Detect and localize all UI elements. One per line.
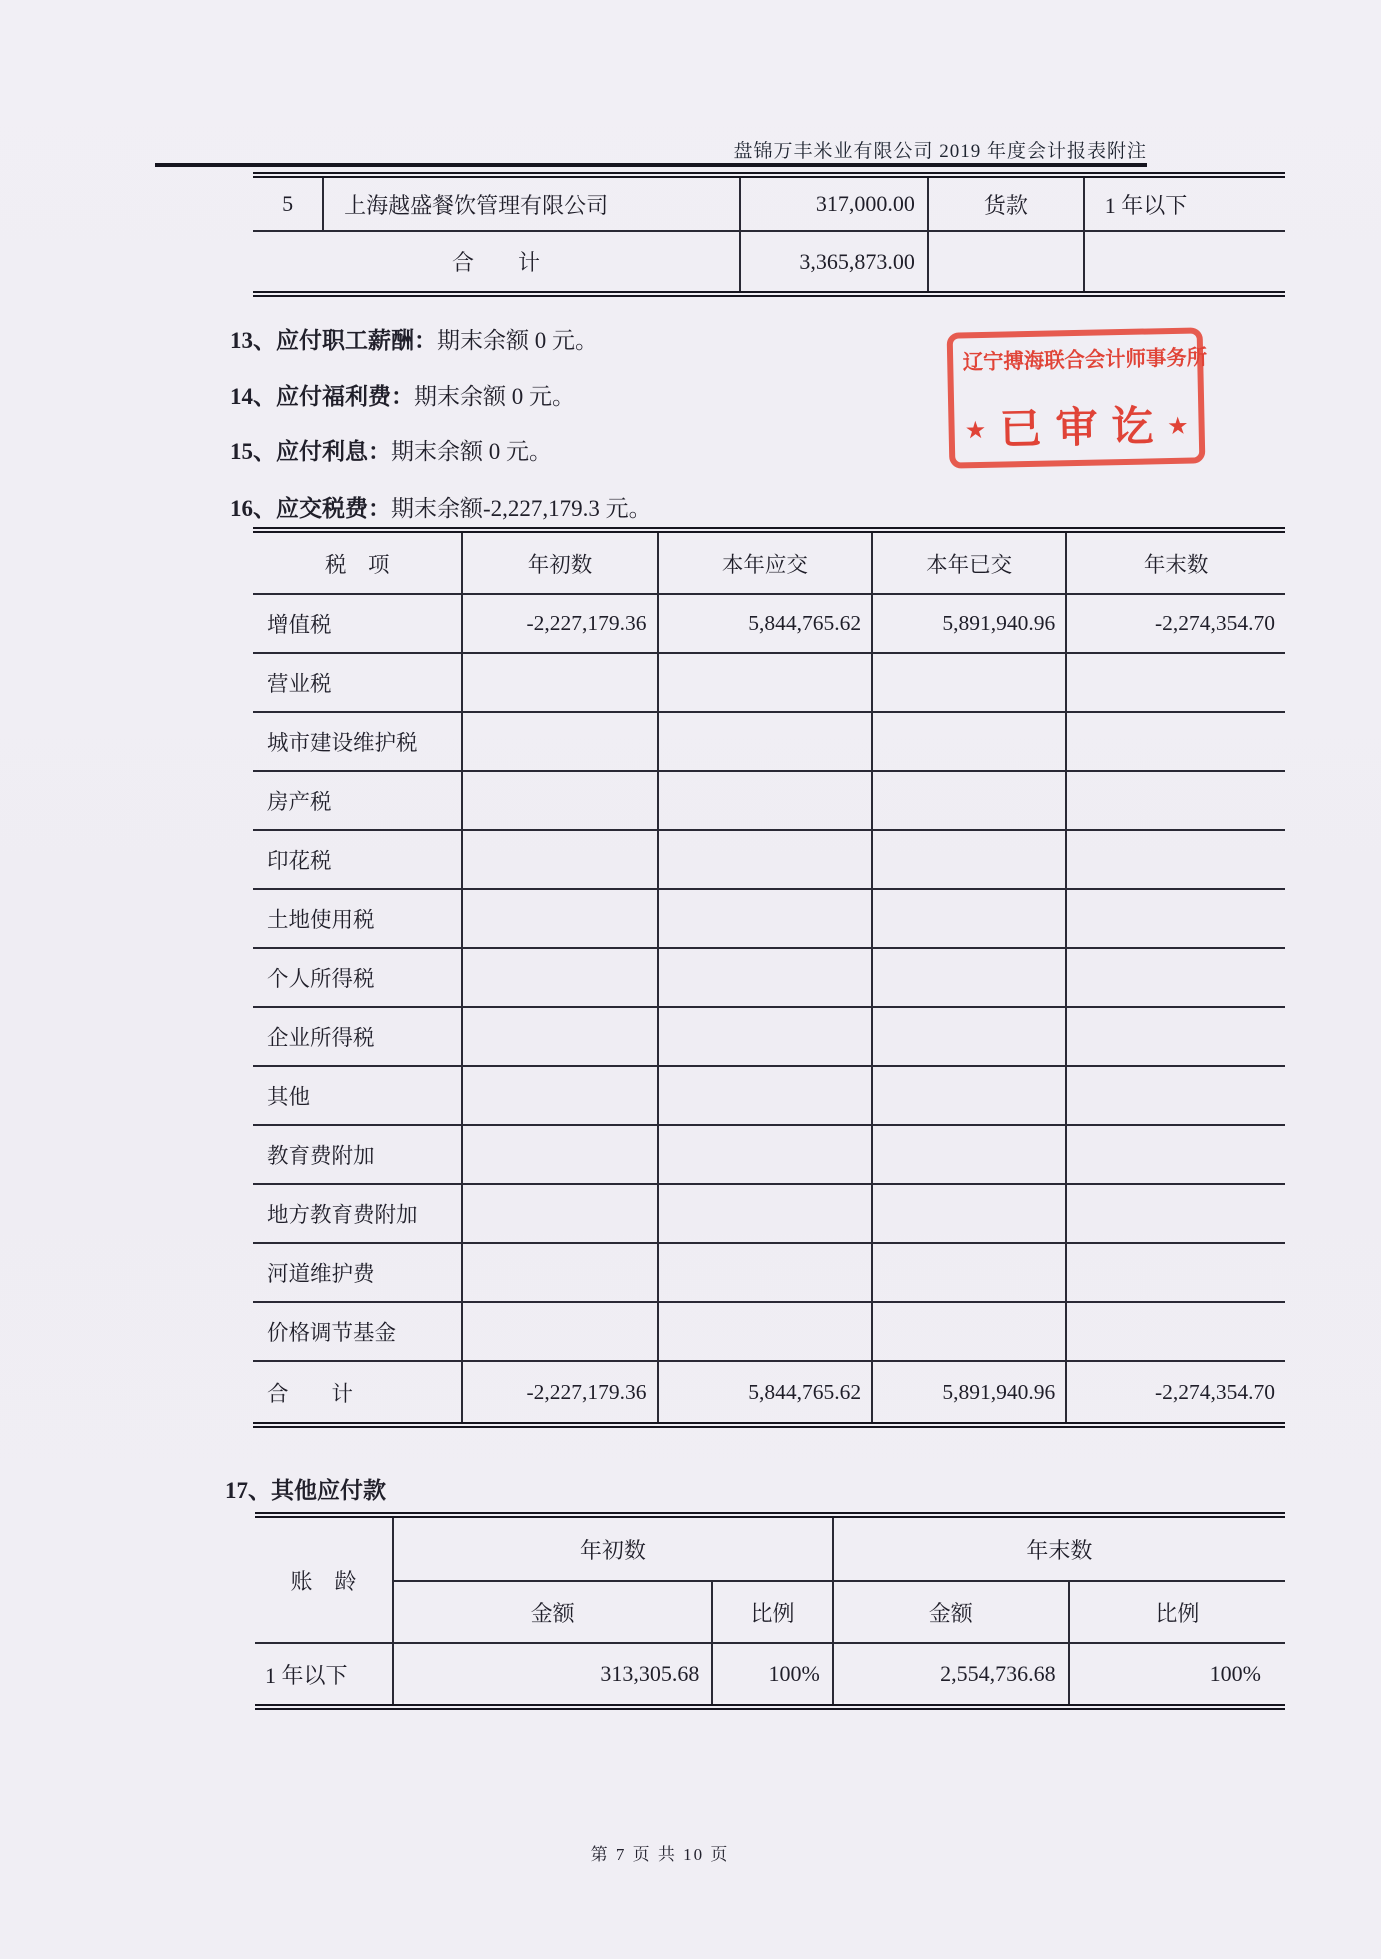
header-cell: 税 项 xyxy=(253,530,462,594)
item-text: 期末余额 0 元。 xyxy=(414,384,575,409)
tax-accrued-cell xyxy=(658,653,873,712)
item-number: 13、 xyxy=(230,328,276,353)
group-header-row xyxy=(255,1515,1285,1581)
item-text: 期末余额 0 元。 xyxy=(391,439,552,464)
table-row xyxy=(253,712,1285,771)
aging-cell: 1 年以下 xyxy=(265,1662,348,1688)
tax-begin-cell xyxy=(462,712,657,771)
star-icon: ★ xyxy=(1166,413,1189,441)
table-row xyxy=(253,1007,1285,1066)
table-row xyxy=(253,1302,1285,1361)
tax-accrued-cell xyxy=(658,1184,873,1243)
total-amount-cell: 3,365,873.00 xyxy=(740,231,928,294)
empty-cell xyxy=(928,231,1084,294)
section-number: 17、 xyxy=(225,1478,271,1503)
tax-table-body xyxy=(253,530,1285,1425)
tax-name-cell: 河道维护费 xyxy=(253,1243,462,1302)
audit-stamp xyxy=(947,327,1206,468)
note-item-16 xyxy=(230,494,652,524)
tax-end-cell xyxy=(1066,948,1285,1007)
tax-end-cell xyxy=(1066,889,1285,948)
section-17-title xyxy=(225,1472,386,1505)
tax-end-cell xyxy=(1066,712,1285,771)
tax-accrued-cell xyxy=(658,1007,873,1066)
tax-paid-cell xyxy=(872,948,1066,1007)
table-row xyxy=(253,889,1285,948)
tax-name-cell: 增值税 xyxy=(253,594,462,653)
table-row xyxy=(253,1184,1285,1243)
tax-paid-cell xyxy=(872,1125,1066,1184)
end-group-header: 年末数 xyxy=(833,1515,1285,1581)
tax-total-row xyxy=(253,1361,1285,1425)
tax-end-cell xyxy=(1066,1007,1285,1066)
star-icon: ★ xyxy=(964,417,987,445)
table-row xyxy=(255,1643,1285,1707)
note-item-15 xyxy=(230,437,552,467)
end-amount-cell: 2,554,736.68 xyxy=(833,1643,1069,1707)
tax-begin-cell: -2,227,179.36 xyxy=(462,594,657,653)
tax-paid-cell xyxy=(872,1066,1066,1125)
item-label: 应付利息： xyxy=(276,439,391,464)
sub-header-cell: 金额 xyxy=(393,1581,712,1643)
tax-name-cell: 企业所得税 xyxy=(253,1007,462,1066)
total-accrued-cell: 5,844,765.62 xyxy=(658,1361,873,1425)
page-header-title: 盘锦万丰米业有限公司 2019 年度会计报表附注 xyxy=(733,141,1147,162)
table-row xyxy=(253,830,1285,889)
tax-accrued-cell xyxy=(658,1302,873,1361)
tax-begin-cell xyxy=(462,889,657,948)
tax-begin-cell xyxy=(462,1066,657,1125)
tax-begin-cell xyxy=(462,1302,657,1361)
tax-paid-cell xyxy=(872,653,1066,712)
table-row xyxy=(253,594,1285,653)
tax-end-cell xyxy=(1066,1184,1285,1243)
item-text: 期末余额 0 元。 xyxy=(437,328,598,353)
end-ratio-cell: 100% xyxy=(1069,1643,1285,1707)
tax-name-cell: 土地使用税 xyxy=(253,889,462,948)
sub-header-cell: 比例 xyxy=(712,1581,833,1643)
header-rule xyxy=(155,163,1147,167)
tax-end-cell xyxy=(1066,1302,1285,1361)
table-row xyxy=(253,948,1285,1007)
tax-paid-cell xyxy=(872,1302,1066,1361)
tax-begin-cell xyxy=(462,948,657,1007)
tax-name-cell: 地方教育费附加 xyxy=(253,1184,462,1243)
item-label: 应付福利费： xyxy=(276,384,414,409)
table-row xyxy=(253,1125,1285,1184)
total-row xyxy=(253,231,1285,294)
tax-end-cell: -2,274,354.70 xyxy=(1066,594,1285,653)
total-begin-cell: -2,227,179.36 xyxy=(462,1361,657,1425)
header-cell: 本年已交 xyxy=(872,530,1066,594)
tax-paid-cell: 5,891,940.96 xyxy=(872,594,1066,653)
tax-begin-cell xyxy=(462,1243,657,1302)
table-row xyxy=(253,1066,1285,1125)
tax-begin-cell xyxy=(462,1184,657,1243)
tax-paid-cell xyxy=(872,771,1066,830)
begin-group-header: 年初数 xyxy=(393,1515,833,1581)
tax-end-cell xyxy=(1066,1066,1285,1125)
tax-table xyxy=(253,527,1285,1428)
tax-accrued-cell xyxy=(658,889,873,948)
sub-header-row xyxy=(255,1581,1285,1643)
tax-name-cell: 营业税 xyxy=(253,653,462,712)
tax-end-cell xyxy=(1066,830,1285,889)
section-title-text: 其他应付款 xyxy=(271,1478,386,1503)
tax-begin-cell xyxy=(462,1007,657,1066)
aging-header-cell: 账 龄 xyxy=(255,1515,393,1643)
item-number: 15、 xyxy=(230,439,276,464)
stamp-firm-name: 辽宁搏海联合会计师事务所 xyxy=(962,345,1208,375)
tax-accrued-cell xyxy=(658,1125,873,1184)
tax-accrued-cell xyxy=(658,712,873,771)
tax-end-cell xyxy=(1066,771,1285,830)
tax-accrued-cell xyxy=(658,830,873,889)
tax-paid-cell xyxy=(872,830,1066,889)
tax-paid-cell xyxy=(872,1184,1066,1243)
total-label-cell: 合 计 xyxy=(267,1381,354,1406)
tax-paid-cell xyxy=(872,1243,1066,1302)
begin-amount-cell: 313,305.68 xyxy=(393,1643,712,1707)
tax-end-cell xyxy=(1066,1125,1285,1184)
tax-accrued-cell xyxy=(658,1066,873,1125)
tax-end-cell xyxy=(1066,653,1285,712)
table-row xyxy=(253,1243,1285,1302)
tax-name-cell: 城市建设维护税 xyxy=(253,712,462,771)
item-number: 14、 xyxy=(230,384,276,409)
tax-begin-cell xyxy=(462,653,657,712)
aging-cell: 1 年以下 xyxy=(1084,175,1285,231)
total-end-cell: -2,274,354.70 xyxy=(1066,1361,1285,1425)
total-paid-cell: 5,891,940.96 xyxy=(872,1361,1066,1425)
tax-name-cell: 其他 xyxy=(253,1066,462,1125)
page-number-footer: 第 7 页 共 10 页 xyxy=(590,1845,730,1864)
payables-table xyxy=(253,172,1285,297)
tax-header-row xyxy=(253,530,1285,594)
tax-accrued-cell: 5,844,765.62 xyxy=(658,594,873,653)
tax-begin-cell xyxy=(462,1125,657,1184)
stamp-audited-text: 已审讫 xyxy=(999,404,1169,454)
tax-name-cell: 房产税 xyxy=(253,771,462,830)
tax-name-cell: 印花税 xyxy=(253,830,462,889)
tax-end-cell xyxy=(1066,1243,1285,1302)
header-cell: 年末数 xyxy=(1066,530,1285,594)
row-number-cell: 5 xyxy=(253,175,323,231)
item-label: 应交税费： xyxy=(276,496,391,521)
item-label: 应付职工薪酬： xyxy=(276,328,437,353)
tax-paid-cell xyxy=(872,889,1066,948)
amount-cell: 317,000.00 xyxy=(740,175,928,231)
tax-name-cell: 教育费附加 xyxy=(253,1125,462,1184)
tax-paid-cell xyxy=(872,712,1066,771)
tax-paid-cell xyxy=(872,1007,1066,1066)
table-row xyxy=(253,653,1285,712)
table-row xyxy=(253,175,1285,231)
header-cell: 本年应交 xyxy=(658,530,873,594)
empty-cell xyxy=(1084,231,1285,294)
begin-ratio-cell: 100% xyxy=(712,1643,833,1707)
tax-name-cell: 个人所得税 xyxy=(253,948,462,1007)
tax-begin-cell xyxy=(462,771,657,830)
nature-cell: 货款 xyxy=(928,175,1084,231)
other-payables-table xyxy=(255,1512,1285,1710)
sub-header-cell: 比例 xyxy=(1069,1581,1285,1643)
sub-header-cell: 金额 xyxy=(833,1581,1069,1643)
item-number: 16、 xyxy=(230,496,276,521)
item-text: 期末余额-2,227,179.3 元。 xyxy=(391,496,652,521)
note-item-13 xyxy=(230,326,598,356)
tax-accrued-cell xyxy=(658,1243,873,1302)
company-cell: 上海越盛餐饮管理有限公司 xyxy=(323,175,740,231)
header-cell: 年初数 xyxy=(462,530,657,594)
table-row xyxy=(253,771,1285,830)
tax-accrued-cell xyxy=(658,948,873,1007)
total-label-cell: 合 计 xyxy=(452,250,541,275)
tax-accrued-cell xyxy=(658,771,873,830)
tax-begin-cell xyxy=(462,830,657,889)
note-item-14 xyxy=(230,382,575,412)
tax-name-cell: 价格调节基金 xyxy=(253,1302,462,1361)
